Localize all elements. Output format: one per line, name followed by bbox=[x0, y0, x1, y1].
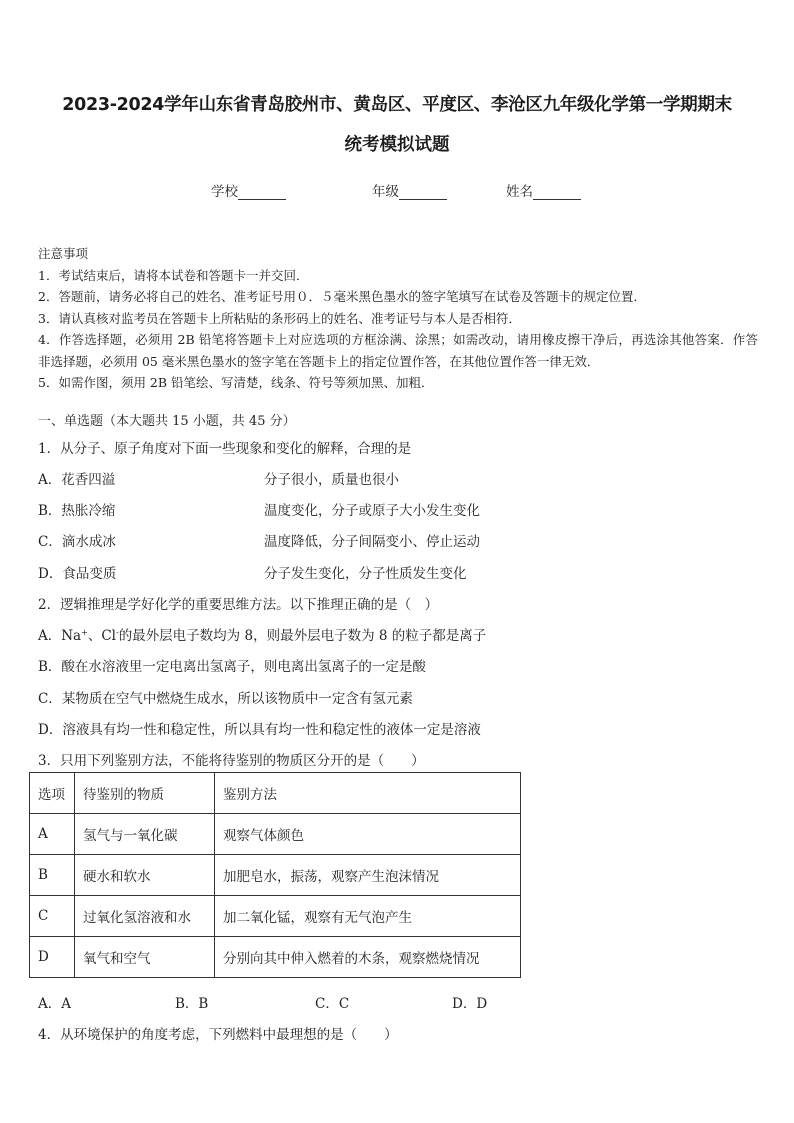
notes-block bbox=[38, 243, 758, 394]
choice-d: D．D bbox=[452, 996, 488, 1012]
option-explanation: 温度变化，分子或原子大小发生变化 bbox=[264, 503, 480, 519]
name-label: 姓名 bbox=[506, 184, 533, 200]
table-cell: 氧气和空气 bbox=[75, 937, 215, 978]
question-2-option-d: D．溶液具有均一性和稳定性，所以具有均一性和稳定性的液体一定是溶液 bbox=[38, 722, 481, 738]
question-1-option-b bbox=[38, 499, 480, 519]
notes-heading: 注意事项 bbox=[38, 246, 89, 261]
table-cell: C bbox=[30, 896, 75, 937]
table-cell: D bbox=[30, 937, 75, 978]
school-label: 学校 bbox=[211, 184, 238, 200]
choice-c: C．C bbox=[315, 996, 350, 1012]
question-3-stem: 3．只用下列鉴别方法，不能将待鉴别的物质区分开的是（ ） bbox=[38, 753, 425, 769]
question-1-option-c bbox=[38, 530, 480, 550]
question-2-stem: 2．逻辑推理是学好化学的重要思维方法。以下推理正确的是（ ） bbox=[38, 597, 439, 613]
school-field bbox=[211, 180, 286, 200]
table-header-cell: 选项 bbox=[30, 773, 75, 814]
table-row bbox=[30, 814, 521, 855]
table-header-row bbox=[30, 773, 521, 814]
option-explanation: 分子发生变化，分子性质发生变化 bbox=[264, 566, 467, 582]
table-cell: 观察气体颜色 bbox=[215, 814, 521, 855]
table-cell: 氢气与一氧化碳 bbox=[75, 814, 215, 855]
grade-blank bbox=[399, 185, 447, 200]
superscript: + bbox=[81, 628, 88, 637]
question-2-option-b: B．酸在水溶液里一定电离出氢离子，则电离出氢离子的一定是酸 bbox=[38, 659, 426, 675]
section-heading: 一、单选题（本大题共 15 小题，共 45 分） bbox=[38, 414, 296, 429]
table-cell: 过氧化氢溶液和水 bbox=[75, 896, 215, 937]
table-cell: B bbox=[30, 855, 75, 896]
table-cell: 加二氧化锰，观察有无气泡产生 bbox=[215, 896, 521, 937]
school-blank bbox=[238, 185, 286, 200]
choice-b: B．B bbox=[175, 996, 209, 1012]
table-cell: 分别向其中伸入燃着的木条，观察燃烧情况 bbox=[215, 937, 521, 978]
question-2-option-c: C．某物质在空气中燃烧生成水，所以该物质中一定含有氢元素 bbox=[38, 691, 413, 707]
table-cell: 加肥皂水，振荡，观察产生泡沫情况 bbox=[215, 855, 521, 896]
option-text: A．Na bbox=[38, 628, 82, 644]
grade-field bbox=[372, 180, 447, 200]
superscript: - bbox=[115, 628, 119, 637]
option-text: 、Cl bbox=[87, 628, 116, 644]
question-2-option-a bbox=[38, 624, 486, 644]
question-3-table bbox=[29, 772, 521, 978]
option-label: B．热胀冷缩 bbox=[38, 503, 116, 519]
option-label: C．滴水成冰 bbox=[38, 534, 116, 550]
name-field bbox=[506, 180, 581, 200]
option-label: A．花香四溢 bbox=[38, 472, 116, 488]
option-text: 的最外层电子数均为 8，则最外层电子数为 8 的粒子都是离子 bbox=[118, 628, 487, 644]
option-label: D．食品变质 bbox=[38, 566, 117, 582]
table-row bbox=[30, 937, 521, 978]
grade-label: 年级 bbox=[372, 184, 399, 200]
choice-a: A．A bbox=[38, 996, 71, 1012]
name-blank bbox=[533, 185, 581, 200]
exam-title-line1: 2023-2024学年山东省青岛胶州市、黄岛区、平度区、李沧区九年级化学第一学期期末 bbox=[62, 95, 732, 115]
notes-item: 5．如需作图，须用 2B 铅笔绘、写清楚，线条、符号等须加黑、加粗． bbox=[38, 375, 434, 390]
notes-item: 1．考试结束后，请将本试卷和答题卡一并交回． bbox=[38, 267, 309, 283]
notes-item: 2．答题前，请务必将自己的姓名、准考证号用０．５毫米黑色墨水的签字笔填写在试卷及答题卡的规定位置． bbox=[38, 289, 646, 304]
table-cell: 硬水和软水 bbox=[75, 855, 215, 896]
table-header-cell: 鉴别方法 bbox=[215, 773, 521, 814]
option-explanation: 温度降低，分子间隔变小、停止运动 bbox=[264, 534, 480, 550]
table-header-cell: 待鉴别的物质 bbox=[75, 773, 215, 814]
exam-title-line2: 统考模拟试题 bbox=[344, 135, 450, 155]
option-explanation: 分子很小，质量也很小 bbox=[264, 472, 399, 488]
question-4-stem: 4．从环境保护的角度考虑，下列燃料中最理想的是（ ） bbox=[38, 1027, 398, 1043]
question-1-stem: 1．从分子、原子角度对下面一些现象和变化的解释，合理的是 bbox=[38, 441, 412, 457]
notes-item: 4．作答选择题，必须用 2B 铅笔将答题卡上对应选项的方框涂满、涂黑；如需改动，请用橡皮擦干净后，再选涂其他答案．作答非选择题，必须用 05 毫米黑色墨水的签字笔在答题卡上的指定位置作答，在其他位置作答一律无效． bbox=[38, 332, 758, 369]
table-row bbox=[30, 896, 521, 937]
notes-item: 3．请认真核对监考员在答题卡上所粘贴的条形码上的姓名、准考证号与本人是否相符． bbox=[38, 310, 521, 326]
question-1-option-a bbox=[38, 468, 399, 488]
question-1-option-d bbox=[38, 562, 467, 582]
table-row bbox=[30, 855, 521, 896]
table-cell: A bbox=[30, 814, 75, 855]
